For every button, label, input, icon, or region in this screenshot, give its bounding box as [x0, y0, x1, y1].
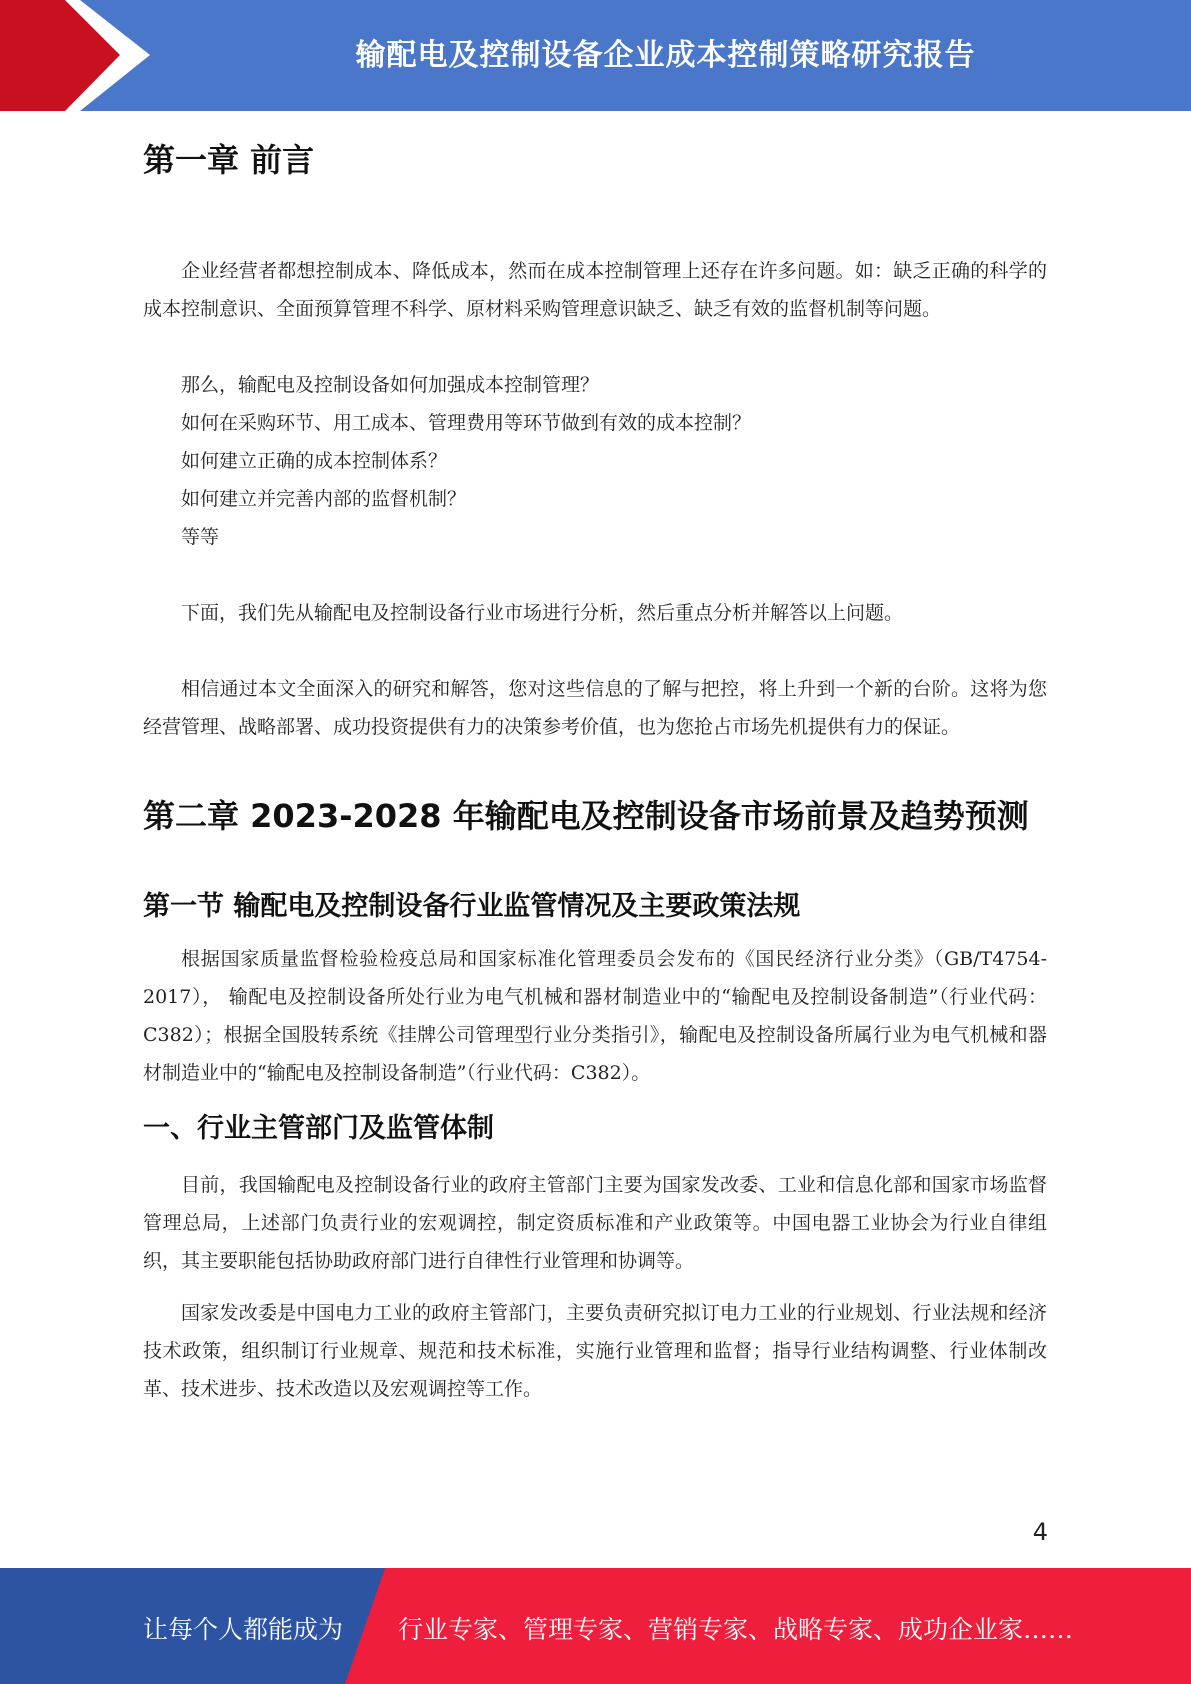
- question-5: 等等: [181, 526, 220, 548]
- chapter1-paragraph-1: 企业经营者都想控制成本、降低成本，然而在成本控制管理上还存在许多问题。如：缺乏正确的科学的成本控制意识、全面预算管理不科学、原材料采购管理意识缺乏、缺乏有效的监督机制等问题。: [143, 260, 1047, 320]
- section1-heading: 第一节 输配电及控制设备行业监管情况及主要政策法规: [143, 891, 801, 922]
- question-4: 如何建立并完善内部的监督机制？: [181, 488, 467, 510]
- subsection1-heading: 一、行业主管部门及监管体制: [143, 1113, 494, 1144]
- subsection1-paragraph-2: 国家发改委是中国电力工业的政府主管部门，主要负责研究拟订电力工业的行业规划、行业法规和经济技术政策，组织制订行业规章、规范和技术标准，实施行业管理和监督；指导行业结构调整、行业体制改革、技术进步、技术改造以及宏观调控等工作。: [143, 1302, 1047, 1400]
- chapter2-heading: 第二章 2023-2028 年输配电及控制设备市场前景及趋势预测: [143, 797, 1029, 835]
- header-arrow-decoration: [0, 0, 160, 111]
- header-banner: [0, 0, 1191, 111]
- report-title: 输配电及控制设备企业成本控制策略研究报告: [355, 38, 976, 73]
- question-1: 那么，输配电及控制设备如何加强成本控制管理？: [181, 374, 600, 396]
- question-3: 如何建立正确的成本控制体系？: [181, 450, 448, 472]
- section1-paragraph: 根据国家质量监督检验检疫总局和国家标准化管理委员会发布的《国民经济行业分类》（GB/T4754-2017）， 输配电及控制设备所处行业为电气机械和器材制造业中的“输配电及控制设备制造”（行业代码：C382）；根据全国股转系统《挂牌公司管理型行业分类指引》，输配电及控制设备所属行业为电气机械和器材制造业中的“输配电及控制设备制造”（行业代码：C382）。: [143, 948, 1047, 1084]
- page-content: [143, 138, 1047, 1408]
- footer-slogan-left: 让每个人都能成为: [143, 1615, 344, 1644]
- chapter1-heading: 第一章 前言: [143, 141, 315, 179]
- chapter1-paragraph-2: 下面，我们先从输配电及控制设备行业市场进行分析，然后重点分析并解答以上问题。: [181, 602, 904, 624]
- question-2: 如何在采购环节、用工成本、管理费用等环节做到有效的成本控制？: [181, 412, 752, 434]
- footer-slogan-right: 行业专家、管理专家、营销专家、战略专家、成功企业家……: [398, 1615, 1074, 1644]
- subsection1-paragraph-1: 目前，我国输配电及控制设备行业的政府主管部门主要为国家发改委、工业和信息化部和国家市场监督管理总局，上述部门负责行业的宏观调控，制定资质标准和产业政策等。中国电器工业协会为行业自律组织，其主要职能包括协助政府部门进行自律性行业管理和协调等。: [143, 1174, 1047, 1272]
- chapter1-paragraph-3: 相信通过本文全面深入的研究和解答，您对这些信息的了解与把控，将上升到一个新的台阶。这将为您经营管理、战略部署、成功投资提供有力的决策参考价值，也为您抢占市场先机提供有力的保证。: [143, 678, 1047, 738]
- footer-banner: [0, 1568, 1191, 1684]
- page-number: 4: [1032, 1518, 1048, 1546]
